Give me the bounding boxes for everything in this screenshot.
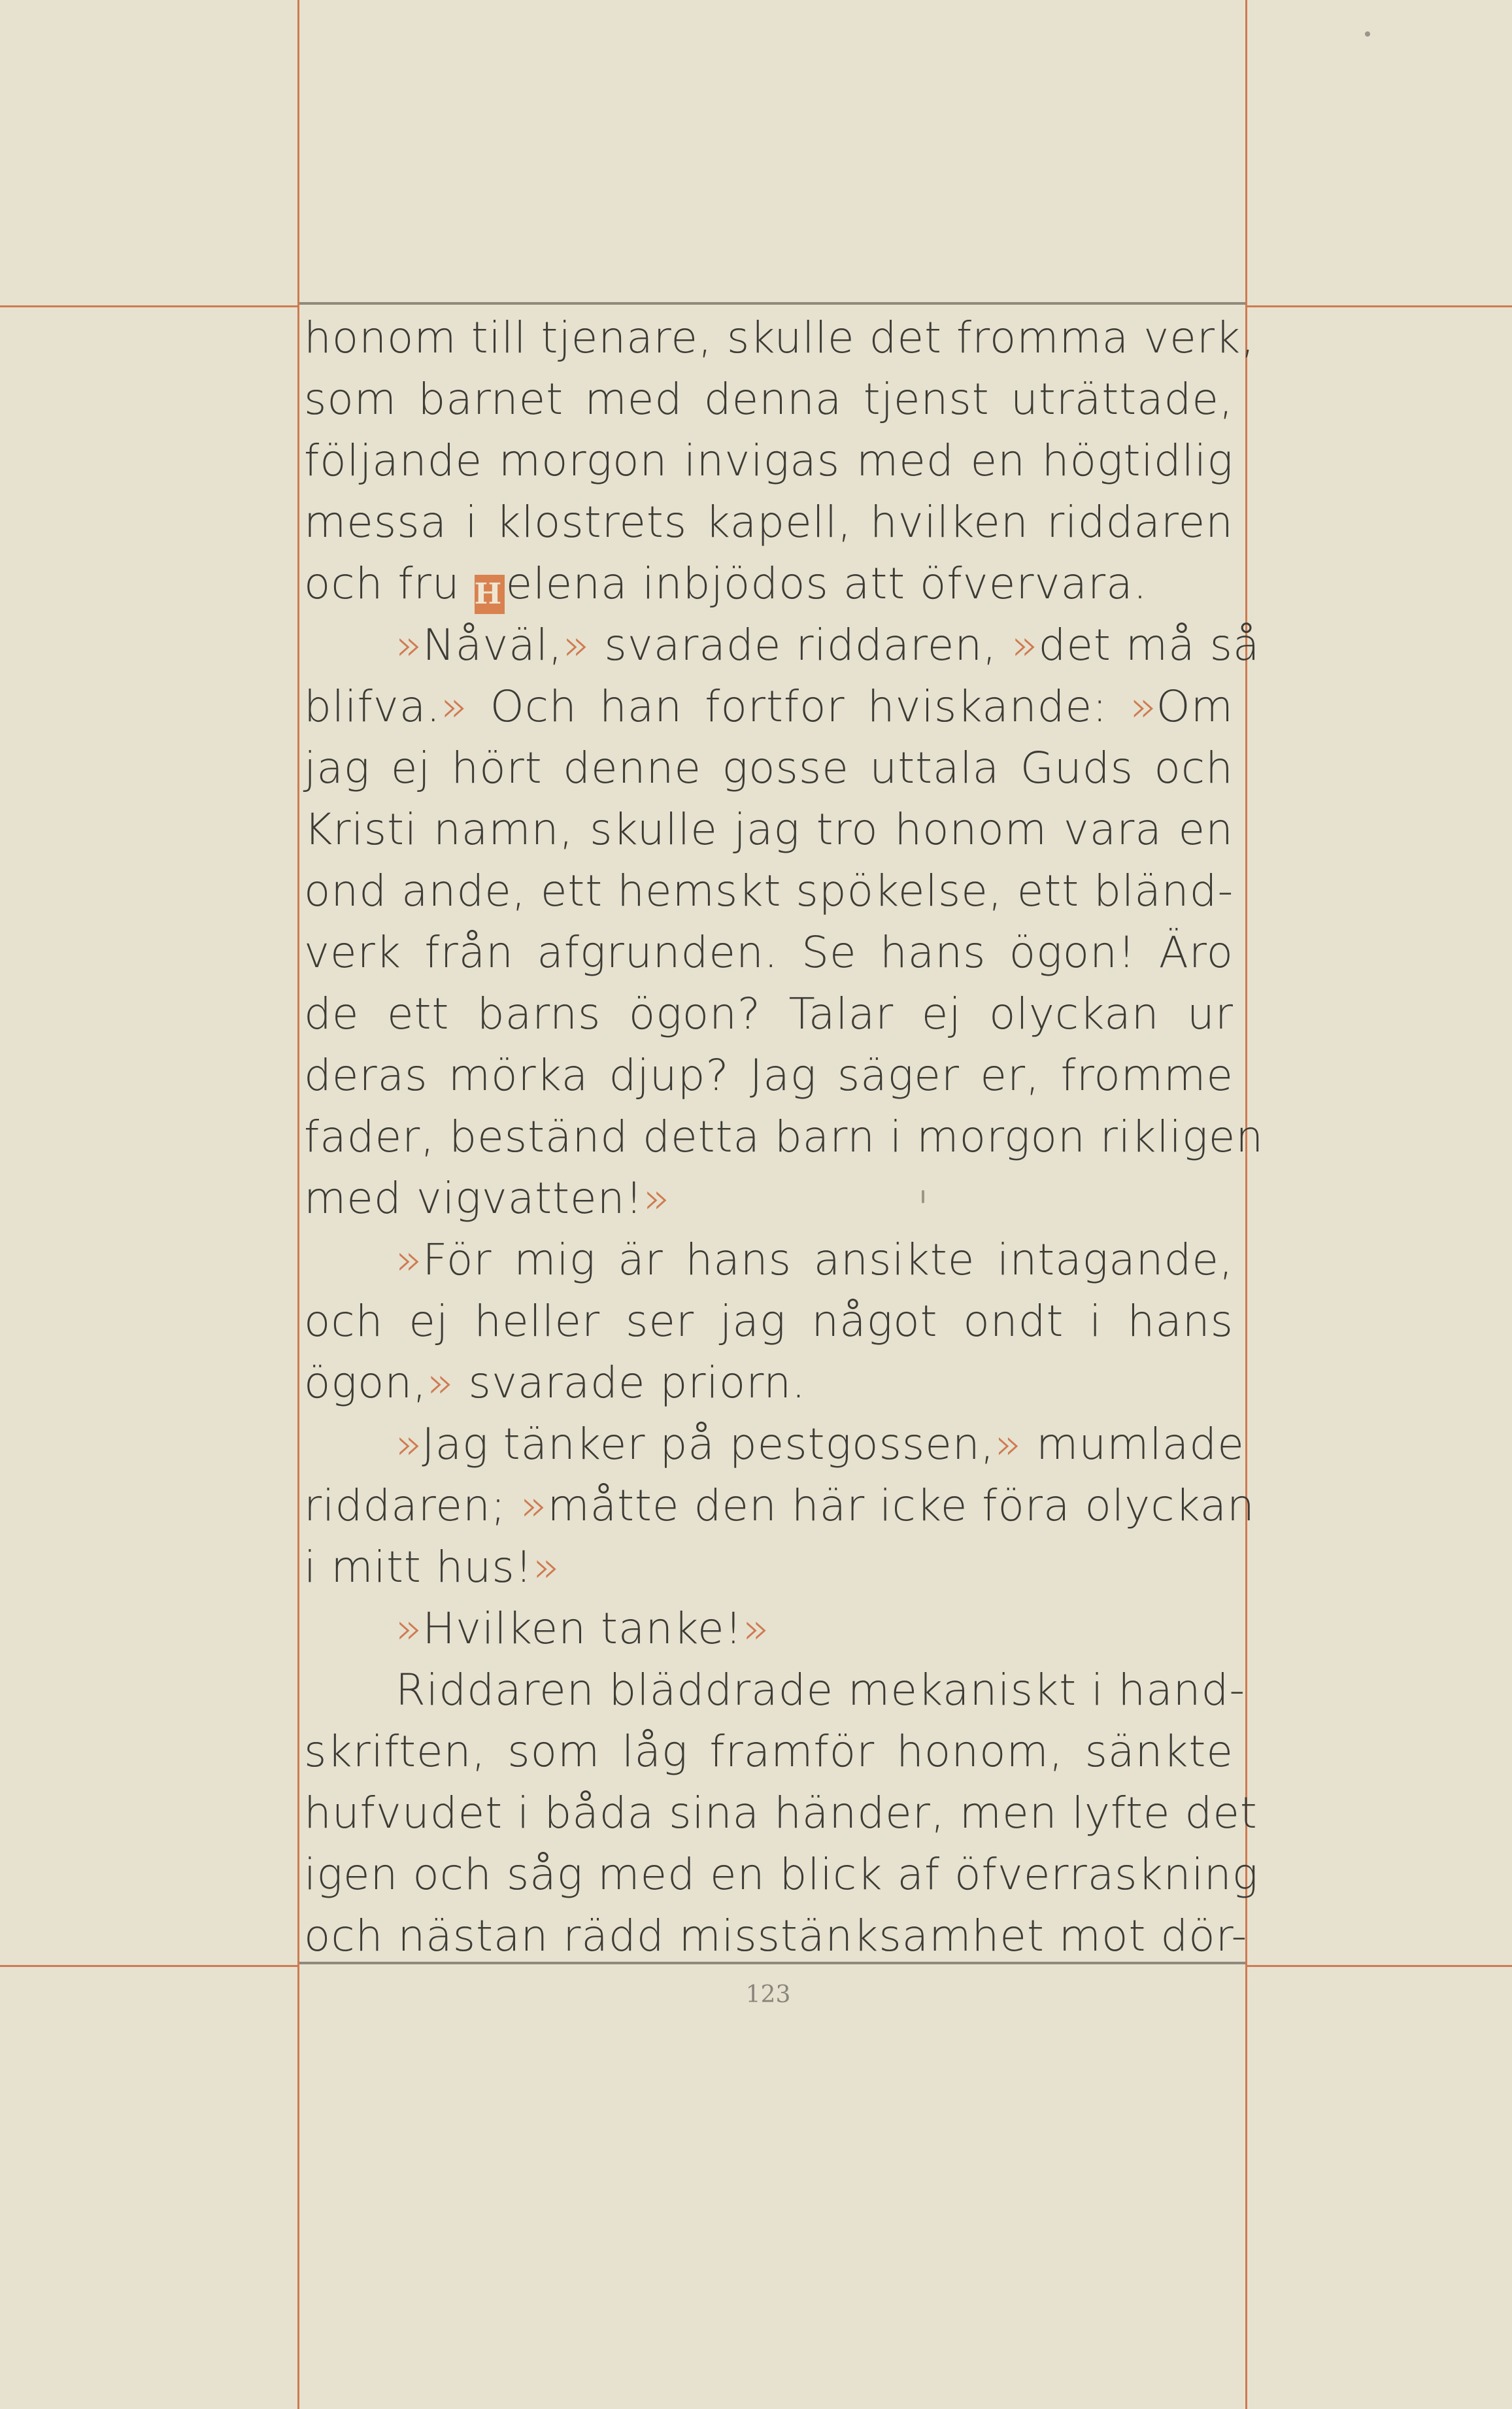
page-number: 123	[745, 1981, 791, 2008]
left-margin-rule	[297, 0, 299, 2409]
drop-initial: H	[475, 575, 505, 614]
quote-mark: »	[427, 1358, 454, 1408]
text-segment: och nästan rädd misstänksamhet mot dör-	[304, 1911, 1248, 1961]
text-segment: blifva.	[304, 681, 441, 732]
text-line	[304, 983, 1234, 1045]
quote-mark: »	[1011, 620, 1039, 670]
text-line	[304, 676, 1234, 738]
text-line	[304, 1045, 1234, 1106]
text-line	[304, 1168, 1234, 1229]
text-line	[304, 1721, 1234, 1783]
text-line	[304, 307, 1256, 369]
text-segment: messa i klostrets kapell, hvilken riddaren	[304, 497, 1234, 547]
quote-mark: »	[520, 1480, 548, 1531]
quote-mark: »	[395, 1419, 422, 1469]
text-segment: honom till tjenare, skulle det fromma verk,	[304, 313, 1256, 363]
text-segment: det må så	[1038, 620, 1260, 670]
quote-mark: »	[395, 620, 423, 670]
text-segment: de ett barns ögon? Talar ej olyckan ur	[304, 989, 1234, 1039]
quote-mark: »	[1130, 681, 1156, 732]
text-segment: jag ej hört denne gosse uttala Guds och	[304, 743, 1234, 793]
text-segment: följande morgon invigas med en högtidlig	[304, 436, 1234, 486]
text-segment: och ej heller ser jag något ondt i hans	[304, 1296, 1234, 1346]
text-line	[304, 1291, 1234, 1352]
text-line	[304, 1352, 1234, 1414]
text-segment: Riddaren bläddrade mekaniskt i hand-	[395, 1665, 1246, 1715]
text-segment: svarade riddaren,	[590, 620, 1012, 670]
top-rule-left	[0, 305, 297, 307]
text-segment: med vigvatten!	[304, 1173, 643, 1223]
text-segment: fader, beständ detta barn i morgon rikligen	[304, 1112, 1264, 1162]
text-line	[304, 1537, 1234, 1598]
text-line	[304, 1783, 1258, 1844]
text-line	[304, 1844, 1259, 1905]
quote-mark: »	[441, 681, 468, 732]
text-segment: ögon,	[304, 1358, 428, 1408]
text-segment: måtte den här icke föra olyckan	[547, 1480, 1255, 1531]
text-segment: som barnet med denna tjenst uträttade,	[304, 374, 1234, 424]
quote-mark: »	[395, 1235, 423, 1285]
text-segment: elena inbjödos att öfvervara.	[505, 558, 1148, 609]
text-line	[304, 1106, 1264, 1168]
bottom-rule-left	[0, 1965, 297, 1967]
top-text-rule	[299, 302, 1245, 305]
text-segment: deras mörka djup? Jag säger er, fromme	[304, 1050, 1234, 1101]
text-line	[304, 1660, 1246, 1721]
text-line	[304, 369, 1234, 430]
top-rule-right	[1247, 305, 1512, 307]
text-segment: ond ande, ett hemskt spökelse, ett bländ-	[304, 866, 1234, 916]
quote-mark: »	[743, 1603, 770, 1654]
text-segment: För mig är hans ansikte intagande,	[422, 1235, 1234, 1285]
quote-mark: »	[395, 1603, 423, 1654]
text-segment: Hvilken tanke!	[422, 1603, 743, 1654]
text-line	[304, 1905, 1248, 1967]
text-line	[304, 861, 1234, 922]
text-segment: i mitt hus!	[304, 1542, 533, 1592]
text-line	[304, 430, 1234, 492]
text-segment: Kristi namn, skulle jag tro honom vara en	[304, 804, 1234, 855]
text-segment: hufvudet i båda sina händer, men lyfte det	[304, 1788, 1258, 1838]
paper-speck	[1365, 31, 1370, 37]
quote-mark: »	[533, 1542, 560, 1592]
text-segment: och fru	[304, 558, 475, 609]
text-segment: verk från afgrunden. Se hans ögon! Äro	[304, 927, 1234, 978]
text-segment: Om	[1156, 681, 1234, 732]
text-line	[304, 615, 1260, 676]
text-line	[304, 1414, 1245, 1475]
text-line	[304, 799, 1234, 861]
text-segment: mumlade	[1022, 1419, 1245, 1469]
text-segment: igen och såg med en blick af öfverraskning	[304, 1849, 1259, 1900]
text-line	[304, 922, 1234, 983]
text-segment: skriften, som låg framför honom, sänkte	[304, 1726, 1234, 1777]
quote-mark: »	[563, 620, 590, 670]
text-segment: riddaren;	[304, 1480, 521, 1531]
bottom-rule-right	[1247, 1965, 1512, 1967]
text-segment: Och han fortfor hviskande:	[467, 681, 1130, 732]
text-line	[304, 738, 1234, 799]
text-line	[304, 553, 1234, 615]
quote-mark: »	[643, 1173, 671, 1223]
body-text	[304, 307, 1264, 1967]
text-line	[304, 492, 1234, 553]
text-segment: Jag tänker på pestgossen,	[422, 1419, 995, 1469]
text-segment: Nåväl,	[422, 620, 563, 670]
text-line	[304, 1229, 1234, 1291]
text-segment: svarade priorn.	[454, 1358, 807, 1408]
quote-mark: »	[994, 1419, 1022, 1469]
text-line	[304, 1475, 1255, 1537]
text-line	[304, 1598, 1234, 1660]
